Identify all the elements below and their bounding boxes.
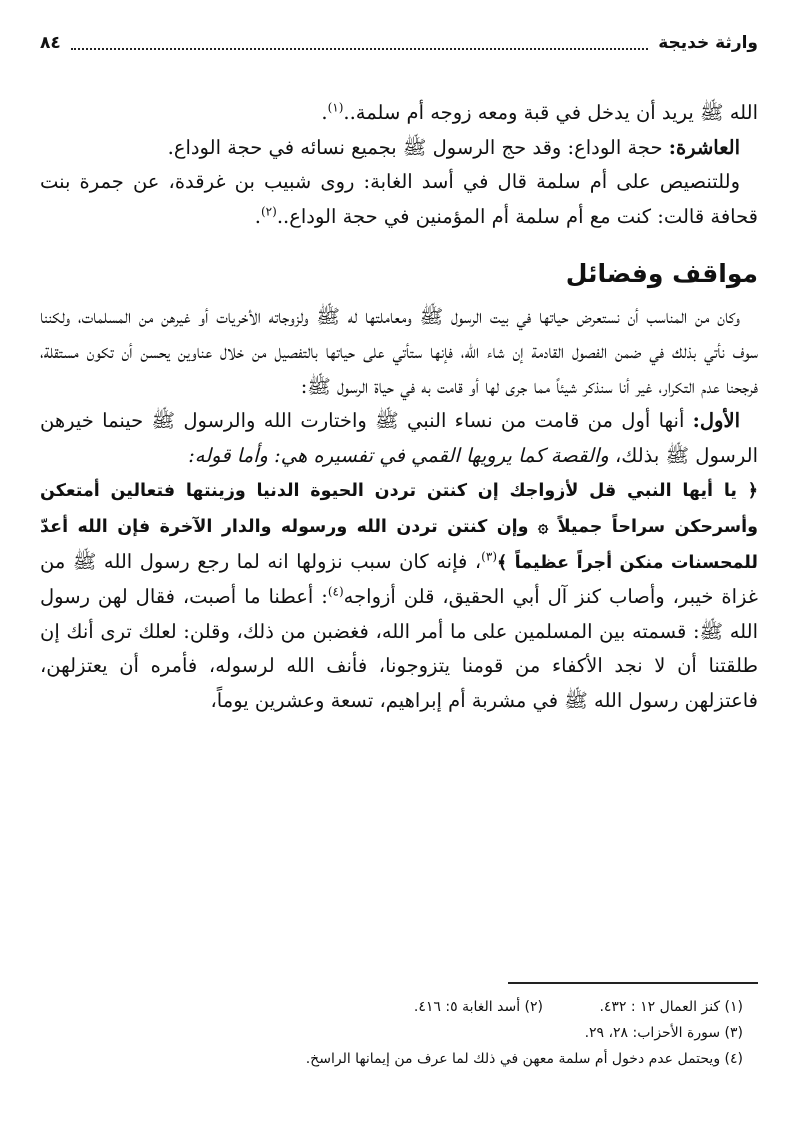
paragraph-label: العاشرة: — [668, 135, 740, 159]
running-title: وارثة خديجة — [658, 33, 758, 53]
paragraph-tenth — [40, 131, 758, 166]
footnote-2: (٢) أسد الغابة ٥: ٤١٦. — [413, 999, 543, 1015]
page-body — [40, 96, 758, 719]
paragraph-text: ، فإنه كان سبب نزولها انه لما رجع رسول الله ﷺ من غزاة خيبر، وأصاب كنز آل أبي الحقيق، قلن أزواجه — [40, 549, 758, 609]
footnote-1: (١) كنز العمال ١٢ : ٤٣٢. — [599, 999, 743, 1015]
footnote-3: (٣) سورة الأحزاب: ٢٨، ٢٩. — [584, 1025, 743, 1041]
footnote-ref: (١) — [327, 100, 344, 115]
paragraph-text: : أعطنا ما أصبت، فقال لهن رسول الله ﷺ: قسمته بين المسلمين على ما أمر الله، فغضبن من ذلك، وقلن: لعلك ترى أنك إن طلقتنا أن لا نجد الأكفاء من قومنا يتزوجونا، فأنف الله لرسوله، فأمره أن يعتزلهن، فاعتزلهن رسول الله ﷺ في مشربة أم إبراهيم، تسعة وعشرين يوماً، — [40, 585, 758, 712]
paragraph-text: أنها أول من قامت من نساء النبي ﷺ واختارت الله والرسول ﷺ حينما خيرهن الرسول ﷺ بذلك، — [40, 409, 758, 467]
paragraph-verse — [40, 473, 758, 718]
footnotes — [40, 994, 743, 1072]
quran-verse: ﴿ يا أيها النبي قل لأزواجك إن كنتن تردن الحيوة الدنيا وزينتها فتعالين أمتعكن وأسرحكن سراحاً جميلاً ۞ وإن كنتن تردن الله ورسوله والدار الآخرة فإن الله أعدّ للمحسنات منكن أجراً عظيماً ﴾ — [40, 481, 758, 573]
footnote-ref: (٢) — [260, 204, 277, 219]
paragraph-text: حجة الوداع: وقد حج الرسول ﷺ بجميع نسائه في حجة الوداع. — [167, 135, 669, 159]
section-title: مواقف وفضائل — [565, 259, 758, 289]
footnote-row — [40, 994, 743, 1020]
paragraph-first — [40, 404, 758, 473]
page-number: ٨٤ — [40, 33, 61, 53]
header-dotted-leader — [71, 36, 648, 50]
paragraph-text: الله ﷺ يريد أن يدخل في قبة ومعه زوجه أم سلمة.. — [343, 101, 758, 124]
paragraph-intro: وكان من المناسب أن نستعرض حياتها في بيت الرسول ﷺ ومعاملتها له ﷺ ولزوجاته الأخريات أو غيرهن من المسلمات، ولكننا سوف نأتي بذلك في ضمن الفصول القادمة إن شاء الله، فإنها ستأتي على حياتها بالتفصيل من خلال عناوين يحسن أن تكون مستقلة، فرجحنا عدم التكرار، غير أنا سنذكر شيئاً مما جرى لها أو قامت به في حياة الرسول ﷺ: — [40, 305, 758, 398]
paragraph-label: الأول: — [692, 409, 740, 433]
footnote-4: (٤) ويحتمل عدم دخول أم سلمة معهن في ذلك لما عرف من إيمانها الراسخ. — [305, 1051, 743, 1067]
footnote-ref: (٣) — [481, 549, 497, 564]
paragraph-asad-alghaba: وللتنصيص على أم سلمة قال في أسد الغابة: روى شبيب بن غرقدة، عن جمرة بنت قحافة قالت: كنت مع أم سلمة أم المؤمنين في حجة الوداع..$^{(٢)}$. — [40, 170, 758, 228]
footnote-separator — [508, 982, 758, 984]
paragraph-continuation: الله ﷺ يريد أن يدخل في قبة ومعه زوجه أم سلمة..$^{(١)}$. — [321, 100, 758, 124]
paragraph-text: وللتنصيص على أم سلمة قال في أسد الغابة: روى شبيب بن غرقدة، عن جمرة بنت قحافة قالت: كنت مع أم سلمة أم المؤمنين في حجة الوداع.. — [40, 170, 758, 228]
paragraph-italic-text: والقصة كما يرويها القمي في تفسيره هي: وأما قوله: — [188, 443, 609, 467]
page-header — [40, 30, 758, 56]
footnote-ref: (٤) — [327, 584, 344, 599]
